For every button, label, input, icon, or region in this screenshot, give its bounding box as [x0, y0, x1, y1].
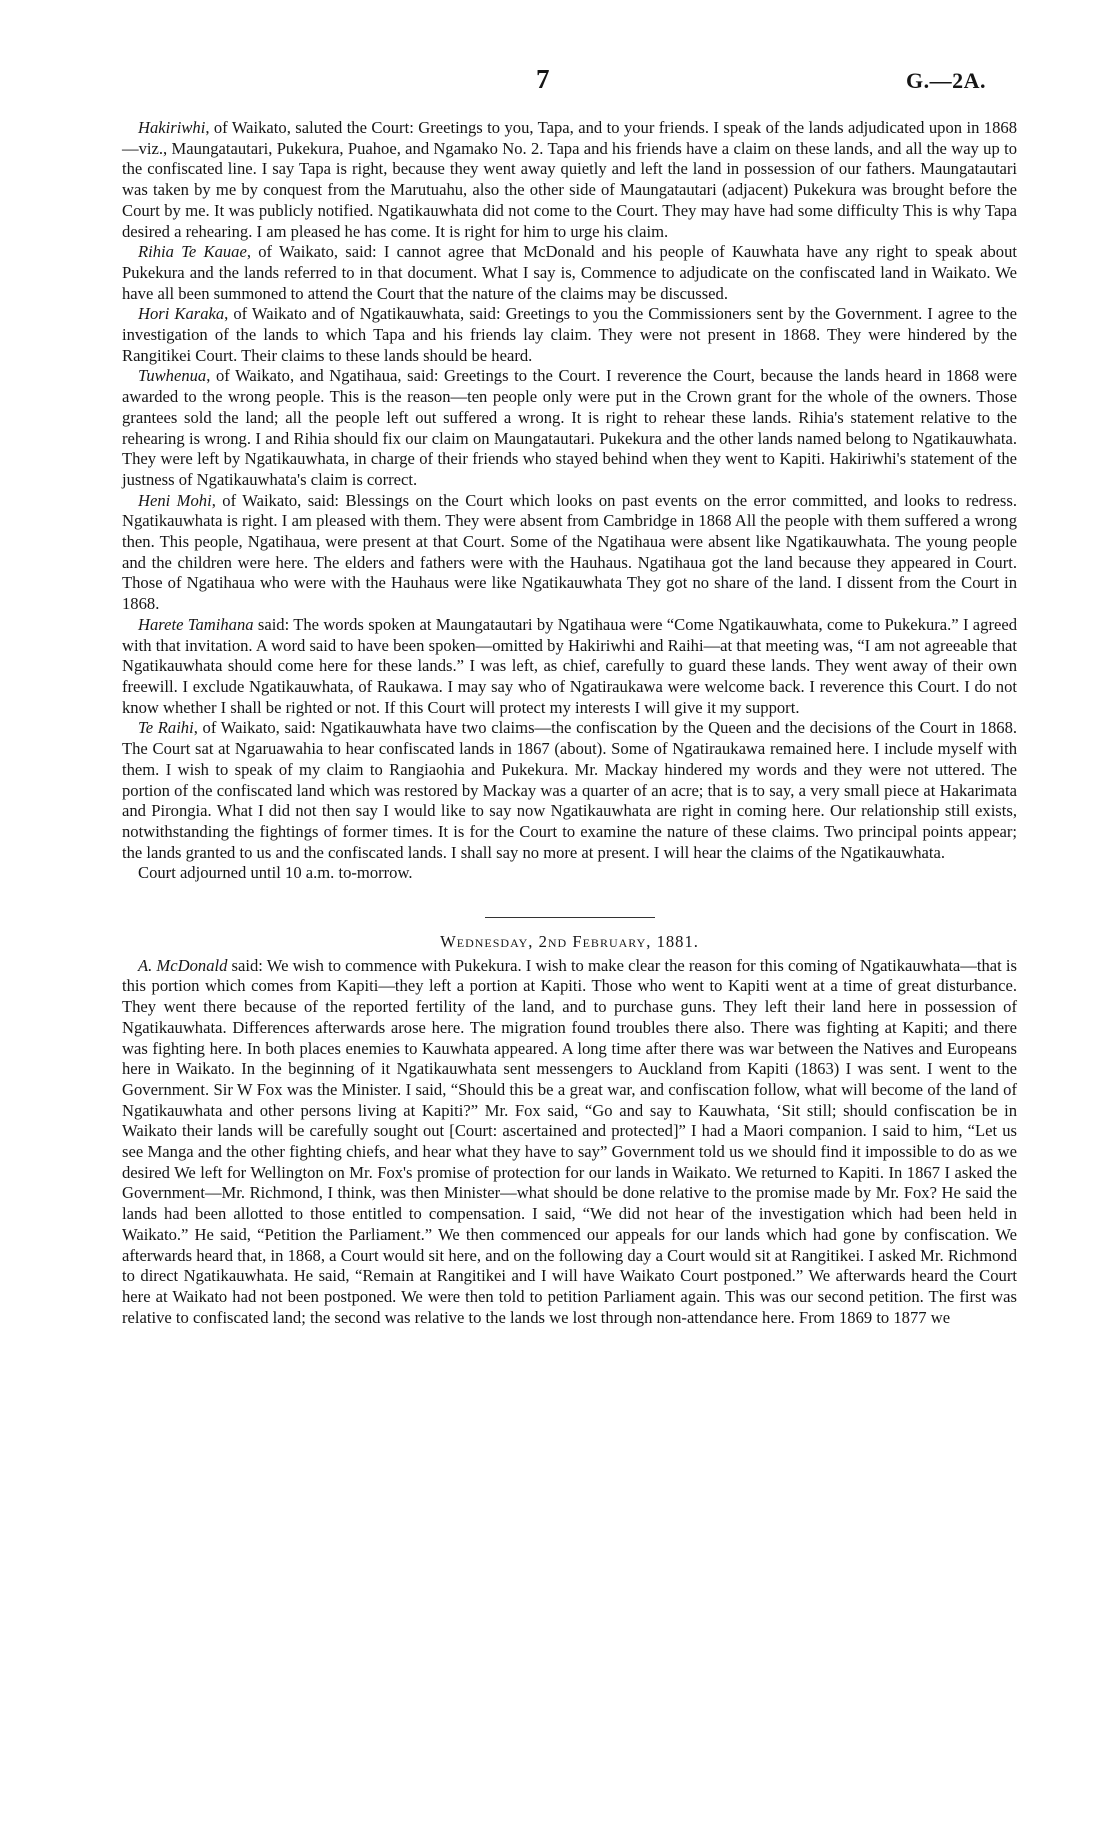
- paragraph-text: , of Waikato, said: I cannot agree that McDonald and his people of Kauwhata have any right to speak about Pukekura and the lands referred to in that document. What I say is, Commence to adjudicate on the confiscated land in Waikato. We have all been summoned to attend the Court that the nature of the claims may be discussed.: [122, 242, 1017, 303]
- paragraph-text: , of Waikato, said: Blessings on the Court which looks on past events on the error committed, and looks to redress. Ngatikauwhata is right. I am pleased with them. They were absent from Cambridge in 1868 All the people with them suffered a wrong then. This people, Ngatihaua, were present at that Court. Some of the Ngatihaua were absent like Ngatikauwhata. The young people and the children were here. The elders and fathers were with the Hauhaus. Ngatihaua got the land because they appeared in Court. Those of Ngatihaua who were with the Hauhaus were like Ngatikauwhata They got no share of the land. I dissent from the Court in 1868.: [122, 490, 1017, 614]
- speaker-name: Tuwhenua: [138, 366, 207, 386]
- paragraph: [122, 491, 1017, 615]
- paragraph: [122, 366, 1017, 490]
- paragraph: [122, 304, 1017, 366]
- paragraph-text: , of Waikato, said: Ngatikauwhata have two claims—the confiscation by the Queen and the decisions of the Court in 1868. The Court sat at Ngaruawahia to hear confiscated lands in 1867 (about). Some of Ngatiraukawa remained here. I include myself with them. I wish to speak of my claim to Rangiaohia and Pukekura. Mr. Mackay hindered my words and they were not uttered. The portion of the confiscated land which was restored by Mackay was a quarter of an acre; that is to say, a very small piece at Hakarimata and Pirongia. What I did not then say I would like to say now Ngatikauwhata are right in coming here. Our relationship still exists, notwithstanding the fightings of former times. It is for the Court to examine the nature of these claims. Two principal points appear; the lands granted to us and the confiscated lands. I shall say no more at present. I will hear the claims of the Ngatikauwhata.: [122, 718, 1018, 862]
- speaker-name: Harete Tamihana: [138, 614, 254, 634]
- paragraph: [122, 615, 1017, 719]
- speaker-name: Heni Mohi: [138, 490, 212, 510]
- date-heading: Wednesday, 2nd February, 1881.: [440, 932, 699, 952]
- speaker-name: A. McDonald: [138, 955, 228, 975]
- speaker-name: Hori Karaka: [138, 304, 225, 324]
- page-number: 7: [536, 64, 550, 94]
- paragraph: [122, 242, 1017, 304]
- body-text: [122, 118, 1017, 1328]
- paragraph: [122, 956, 1017, 1329]
- section-divider: [485, 917, 655, 918]
- paragraph-text: , of Waikato, saluted the Court: Greetings to you, Tapa, and to your friends. I speak of the lands adjudicated upon in 1868—viz., Maungatautari, Pukekura, Puahoe, and Ngamako No. 2. Tapa and his friends have a claim on these lands, and all the way up to the confiscated line. I say Tapa is right, because they went away quietly and left the land in possession of our fathers. Maungatautari was taken by me by conquest from the Marutuahu, also the other side of Maungatautari (adjacent) Pukekura was brought before the Court by me. It was publicly notified. Ngatikauwhata did not come to the Court. They may have had some difficulty This is why Tapa desired a rehearing. I am pleased he has come. It is right for him to urge his claim.: [122, 118, 1017, 241]
- speaker-name: Te Raihi: [138, 718, 194, 738]
- paragraph-text: , of Waikato and of Ngatikauwhata, said: Greetings to you the Commissioners sent by the Government. I agree to the investigation of the lands to which Tapa and his friends lay claim. They were not present in 1868. They were hindered by the Rangitikei Court. Their claims to these lands should be heard.: [122, 304, 1017, 365]
- speaker-name: Rihia Te Kauae: [138, 242, 247, 262]
- paragraph-text: said: We wish to commence with Pukekura. I wish to make clear the reason for this coming of Ngatikauwhata—that is this portion which comes from Kapiti—they left a portion at Kapiti. Those who went to Kapiti went at a time of great disturbance. They went there because of the reported fertility of the land, and to purchase guns. They left their land here in possession of Ngatikauwhata. Differences afterwards arose here. The migration found troubles there also. There was fighting at Kapiti; and there was fighting here. In both places enemies to Kauwhata appeared. A long time after there was war between the Natives and Europeans here in Waikato. In the beginning of it Ngatikauwhata sent messengers to Auckland from Kapiti (1863) I was sent. I went to the Government. Sir W Fox was the Minister. I said, “Should this be a great war, and confiscation follow, what will become of the land of Ngatikauwhata and other persons living at Kapiti?” Mr. Fox said, “Go and say to Kauwhata, ‘Sit still; should confiscation be in Waikato their lands will be carefully sought out [Court: ascertained and protected]” I had a Maori companion. I said to him, “Let us see Manga and the other fighting chiefs, and hear what they have to say” Government told us we should find it impossible to do as we desired We left for Wellington on Mr. Fox's promise of protection for our lands in Waikato. We returned to Kapiti. In 1867 I asked the Government—Mr. Richmond, I think, was then Minister—what should be done relative to the promise made by Mr. Fox? He said the lands had been allotted to those entitled to compensation. I said, “We did not hear of the investigation which had been held in Waikato.” He said, “Petition the Parliament.” We then commenced our appeals for our lands which had gone by confiscation. We afterwards heard that, in 1868, a Court would sit here, and on the following day a Court would sit at Rangitikei. I asked Mr. Richmond to direct Ngatikauwhata. He said, “Remain at Rangitikei and I will have Waikato Court postponed.” We afterwards heard the Court here at Waikato had not been postponed. We were then told to petition Parliament again. This was our second petition. The first was relative to confiscated land; the second was relative to the lands we lost through non-attendance here. From 1869 to 1877 we: [122, 955, 1017, 1327]
- paragraph-text: said: The words spoken at Maungatautari by Ngatihaua were “Come Ngatikauwhata, come to Pukekura.” I agreed with that invitation. A word said to have been spoken—omitted by Hakiriwhi and Raihi—at that meeting was, “I am not agreeable that Ngatikauwhata should come here for these lands.” I was left, as chief, carefully to guard these lands. They went away of their own freewill. I exclude Ngatikauwhata, of Raukawa. I may say who of Ngatiraukawa were welcome back. I reverence this Court. I do not know whether I shall be righted or not. If this Court will protect my interests I will give it my support.: [122, 614, 1017, 717]
- paragraph: [122, 118, 1017, 242]
- document-reference: G.—2A.: [906, 68, 986, 93]
- paragraph: [122, 718, 1017, 863]
- paragraph-text: , of Waikato, and Ngatihaua, said: Greetings to the Court. I reverence the Court, because the lands heard in 1868 were awarded to the wrong people. This is the reason—ten people only were put in the Crown grant for the whole of the owners. Those grantees sold the land; all the people left out suffered a wrong. It is right to rehear these lands. Rihia's statement relative to the rehearing is wrong. I and Rihia should fix our claim on Maungatautari. Pukekura and the other lands named belong to Ngatikauwhata. They were left by Ngatikauwhata, in charge of their friends who stayed behind when they went to Kapiti. Hakiriwhi's statement of the justness of Ngatikauwhata's claim is correct.: [122, 366, 1017, 489]
- adjournment-note: Court adjourned until 10 a.m. to-morrow.: [138, 863, 413, 883]
- speaker-name: Hakiriwhi: [138, 118, 206, 137]
